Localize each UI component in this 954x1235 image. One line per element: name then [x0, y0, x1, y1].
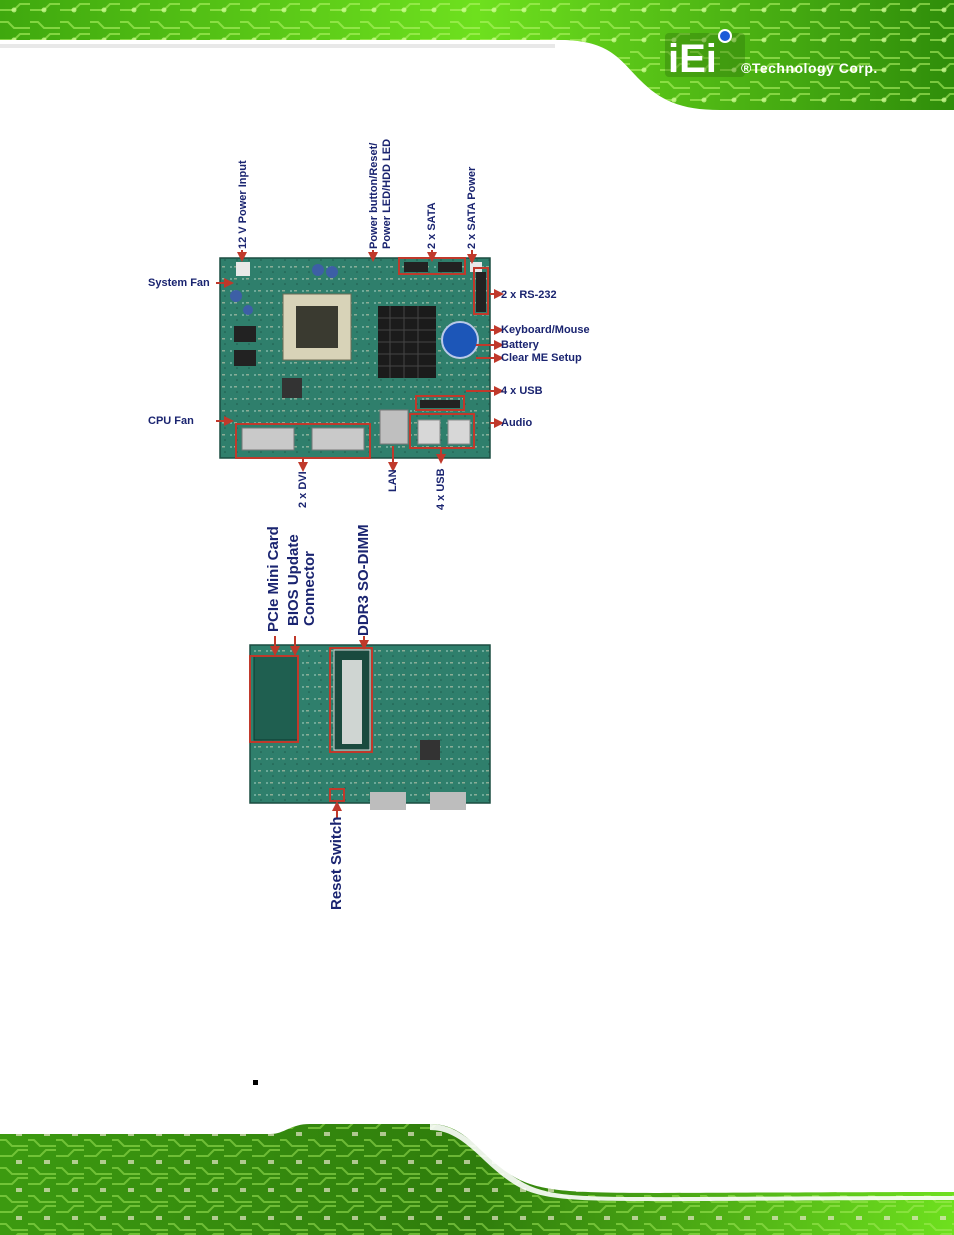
label-reset-switch: Reset Switch — [328, 816, 345, 910]
label-sata: 2 x SATA — [426, 202, 438, 249]
label-rs232: 2 x RS-232 — [501, 289, 557, 301]
label-battery: Battery — [501, 339, 539, 351]
label-power-led: Power LED/HDD LED — [381, 138, 393, 249]
label-cpu-fan: CPU Fan — [148, 415, 194, 427]
footer-banner — [0, 1120, 954, 1235]
label-ddr3: DDR3 SO-DIMM — [355, 524, 372, 636]
label-audio: Audio — [501, 417, 533, 429]
top-board — [216, 250, 502, 470]
label-pcie: PCIe Mini Card — [265, 526, 282, 632]
label-lan: LAN — [387, 469, 399, 492]
label-usb-header: 4 x USB — [501, 385, 543, 397]
brand-text: ®Technology Corp. — [741, 60, 878, 76]
label-clear-me: Clear ME Setup — [501, 352, 582, 364]
brand-mark: iEi — [668, 37, 717, 81]
label-power-button: Power button/Reset/ — [368, 142, 380, 249]
label-sata-power: 2 x SATA Power — [466, 166, 478, 249]
list-bullet — [253, 1080, 258, 1085]
label-power-input: 12 V Power Input — [237, 160, 249, 249]
label-bios-update: BIOS Update — [285, 534, 302, 626]
label-usb-ports: 4 x USB — [435, 468, 447, 510]
label-system-fan: System Fan — [148, 277, 210, 289]
bottom-board — [250, 636, 490, 818]
label-keyboard-mouse: Keyboard/Mouse — [501, 324, 590, 336]
label-dvi: 2 x DVI — [297, 471, 309, 508]
label-bios-connector: Connector — [301, 551, 318, 626]
